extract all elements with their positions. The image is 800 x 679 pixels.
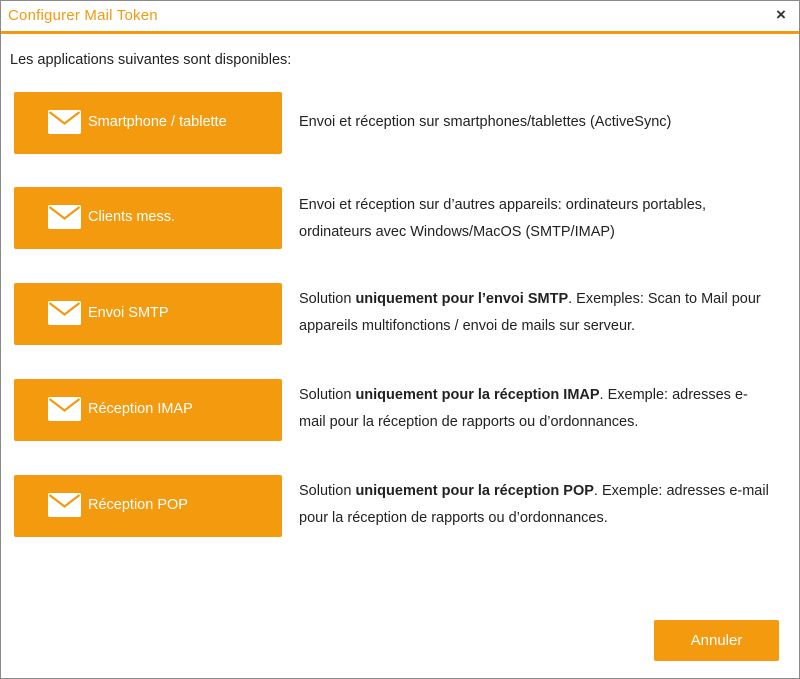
smtp-send-description: Solution uniquement pour l’envoi SMTP. Exemples: Scan to Mail pour appareils multifonctions / envoi de mails sur serveur. (299, 291, 761, 334)
imap-reception-description: Solution uniquement pour la réception IMAP. Exemple: adresses e-mail pour la réception de rapports ou d’ordonnances. (299, 387, 748, 430)
smtp-send-button[interactable] (14, 283, 282, 345)
pop-reception-button[interactable] (14, 475, 282, 537)
smartphone-tablet-label: Smartphone / tablette (88, 114, 227, 130)
envelope-icon (48, 301, 81, 325)
smartphone-tablet-button[interactable] (14, 92, 282, 154)
close-icon[interactable]: × (776, 5, 786, 24)
smartphone-tablet-description: Envoi et réception sur smartphones/tablettes (ActiveSync) (299, 114, 672, 130)
intro-text: Les applications suivantes sont disponibles: (10, 52, 292, 68)
envelope-icon (48, 397, 81, 421)
option-row-imap (14, 379, 799, 441)
mail-clients-description: Envoi et réception sur d’autres appareils: ordinateurs portables, ordinateurs avec Windows/MacOS (SMTP/IMAP) (299, 197, 707, 240)
envelope-icon (48, 493, 81, 517)
option-row-pop (14, 475, 799, 537)
mail-clients-label: Clients mess. (88, 209, 176, 225)
pop-reception-label: Réception POP (88, 497, 188, 513)
envelope-icon (48, 110, 81, 134)
dialog-titlebar (1, 1, 799, 34)
option-row-smtp (14, 283, 799, 345)
envelope-icon (48, 205, 81, 229)
pop-reception-description: Solution uniquement pour la réception POP. Exemple: adresses e-mail pour la réception de rapports ou d’ordonnances. (299, 483, 769, 526)
option-row-clients (14, 187, 799, 249)
dialog-title: Configurer Mail Token (8, 7, 158, 24)
cancel-button[interactable]: Annuler (654, 620, 779, 661)
mail-clients-button[interactable] (14, 187, 282, 249)
imap-reception-label: Réception IMAP (88, 401, 193, 417)
smtp-send-label: Envoi SMTP (88, 305, 169, 321)
imap-reception-button[interactable] (14, 379, 282, 441)
option-row-smartphone (14, 92, 799, 154)
